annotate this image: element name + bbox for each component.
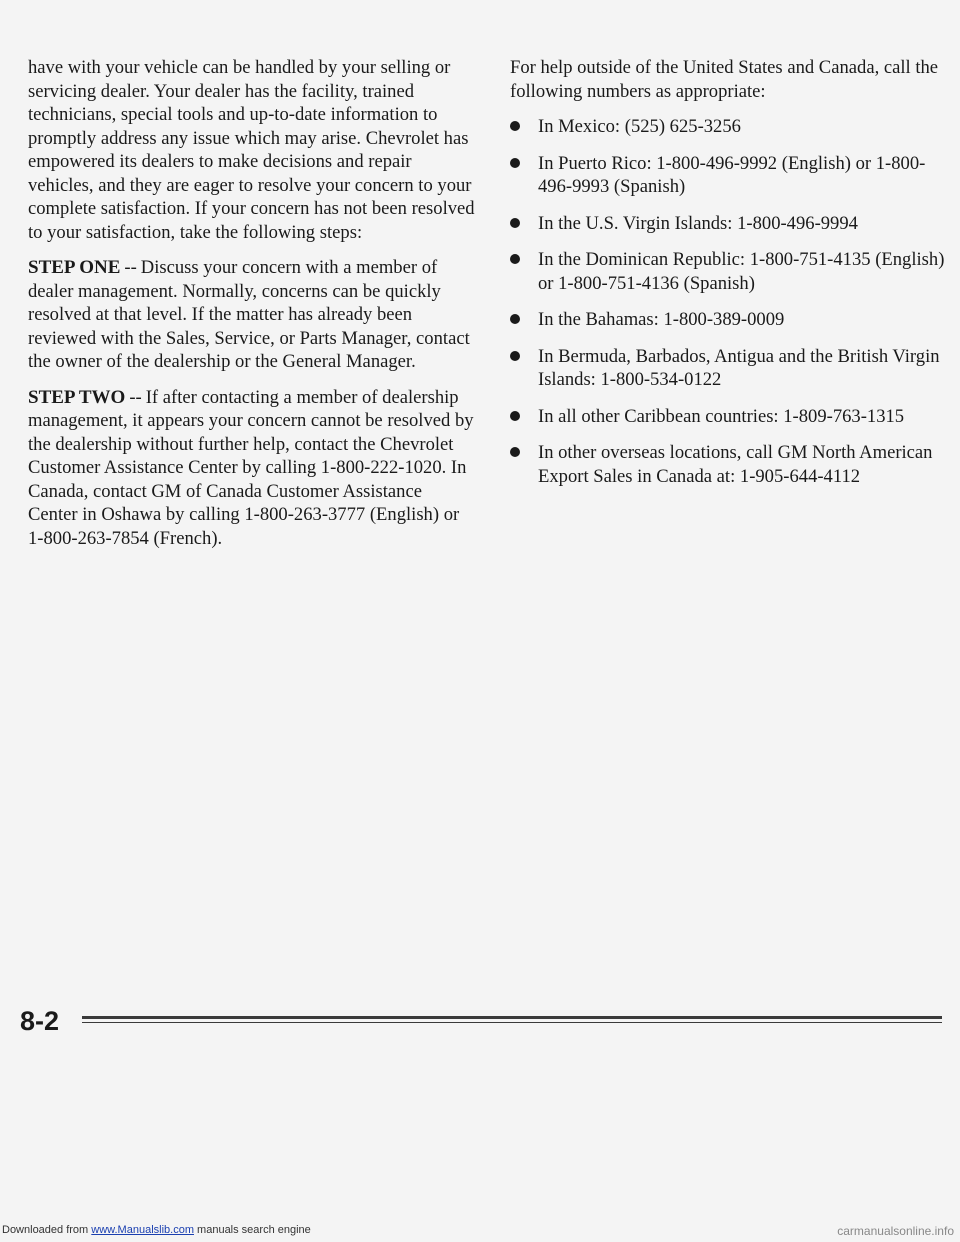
list-item: [510, 405, 952, 429]
bullet-icon: [510, 314, 520, 324]
list-item: [510, 345, 952, 392]
list-item: [510, 152, 952, 199]
step-two-separator: --: [129, 386, 142, 408]
bullet-icon: [510, 121, 520, 131]
manualslib-link[interactable]: www.Manualslib.com: [91, 1224, 194, 1236]
step-two-heading: STEP TWO: [28, 386, 126, 408]
list-item-text: In other overseas locations, call GM North American Export Sales in Canada at: 1-905-644-4112: [538, 442, 933, 487]
list-item: [510, 212, 952, 236]
bullet-icon: [510, 447, 520, 457]
outside-help-intro: For help outside of the United States and Canada, call the following numbers as appropriate:: [510, 57, 939, 102]
download-footer: [0, 1224, 960, 1240]
bullet-icon: [510, 158, 520, 168]
bullet-icon: [510, 254, 520, 264]
intro-paragraph: have with your vehicle can be handled by your selling or servicing dealer. Your dealer has the facility, trained technicians, special tools and up-to-date information to promptly address any issue which may arise. Chevrolet has empowered its dealers to make decisions and repair vehicles, and they are eager to resolve your concern to your complete satisfaction. If your concern has not been resolved to your satisfaction, take the following steps:: [28, 57, 475, 243]
watermark: carmanualsonline.info: [837, 1224, 954, 1238]
list-item-text: In Bermuda, Barbados, Antigua and the British Virgin Islands: 1-800-534-0122: [538, 345, 940, 390]
page-rule-thin: [82, 1022, 942, 1023]
step-one-heading: STEP ONE: [28, 257, 121, 278]
right-column: [510, 56, 952, 501]
page-rule-thick: [82, 1016, 942, 1019]
list-item: [510, 441, 952, 488]
footer-source: [2, 1224, 311, 1236]
list-item-text: In the Bahamas: 1-800-389-0009: [538, 309, 785, 330]
step-one-paragraph: [28, 256, 476, 374]
footer-prefix: Downloaded from: [2, 1224, 89, 1236]
list-item-text: In Mexico: (525) 625-3256: [538, 116, 741, 137]
footer-suffix: manuals search engine: [197, 1224, 311, 1236]
list-item: [510, 308, 952, 332]
step-two-paragraph: [28, 386, 476, 551]
page-number: 8-2: [20, 1006, 60, 1036]
step-one-text: Discuss your concern with a member of dealer management. Normally, concerns can be quickly resolved at that level. If the matter has already been reviewed with the Sales, Service, or Parts Manager, contact the owner of the dealership or the General Manager.: [28, 257, 470, 372]
bullet-icon: [510, 351, 520, 361]
left-column: [28, 56, 476, 562]
list-item-text: In the U.S. Virgin Islands: 1-800-496-9994: [538, 212, 858, 234]
step-one-separator: --: [124, 257, 137, 278]
step-two-text: If after contacting a member of dealership management, it appears your concern cannot be resolved by the dealership without further help, contact the Chevrolet Customer Assistance Center by calling 1-800-222-1020. In Canada, contact GM of Canada Customer Assistance Center in Oshawa by calling 1-800-263-3777 (English) or 1-800-263-7854 (French).: [28, 386, 474, 549]
list-item-text: In the Dominican Republic: 1-800-751-4135 (English) or 1-800-751-4136 (Spanish): [538, 249, 945, 294]
phone-number-list: [510, 115, 952, 488]
bullet-icon: [510, 411, 520, 421]
list-item: [510, 248, 952, 295]
list-item-text: In all other Caribbean countries: 1-809-763-1315: [538, 405, 905, 427]
bullet-icon: [510, 218, 520, 228]
list-item-text: In Puerto Rico: 1-800-496-9992 (English) or 1-800-496-9993 (Spanish): [538, 152, 926, 197]
list-item: [510, 115, 952, 139]
